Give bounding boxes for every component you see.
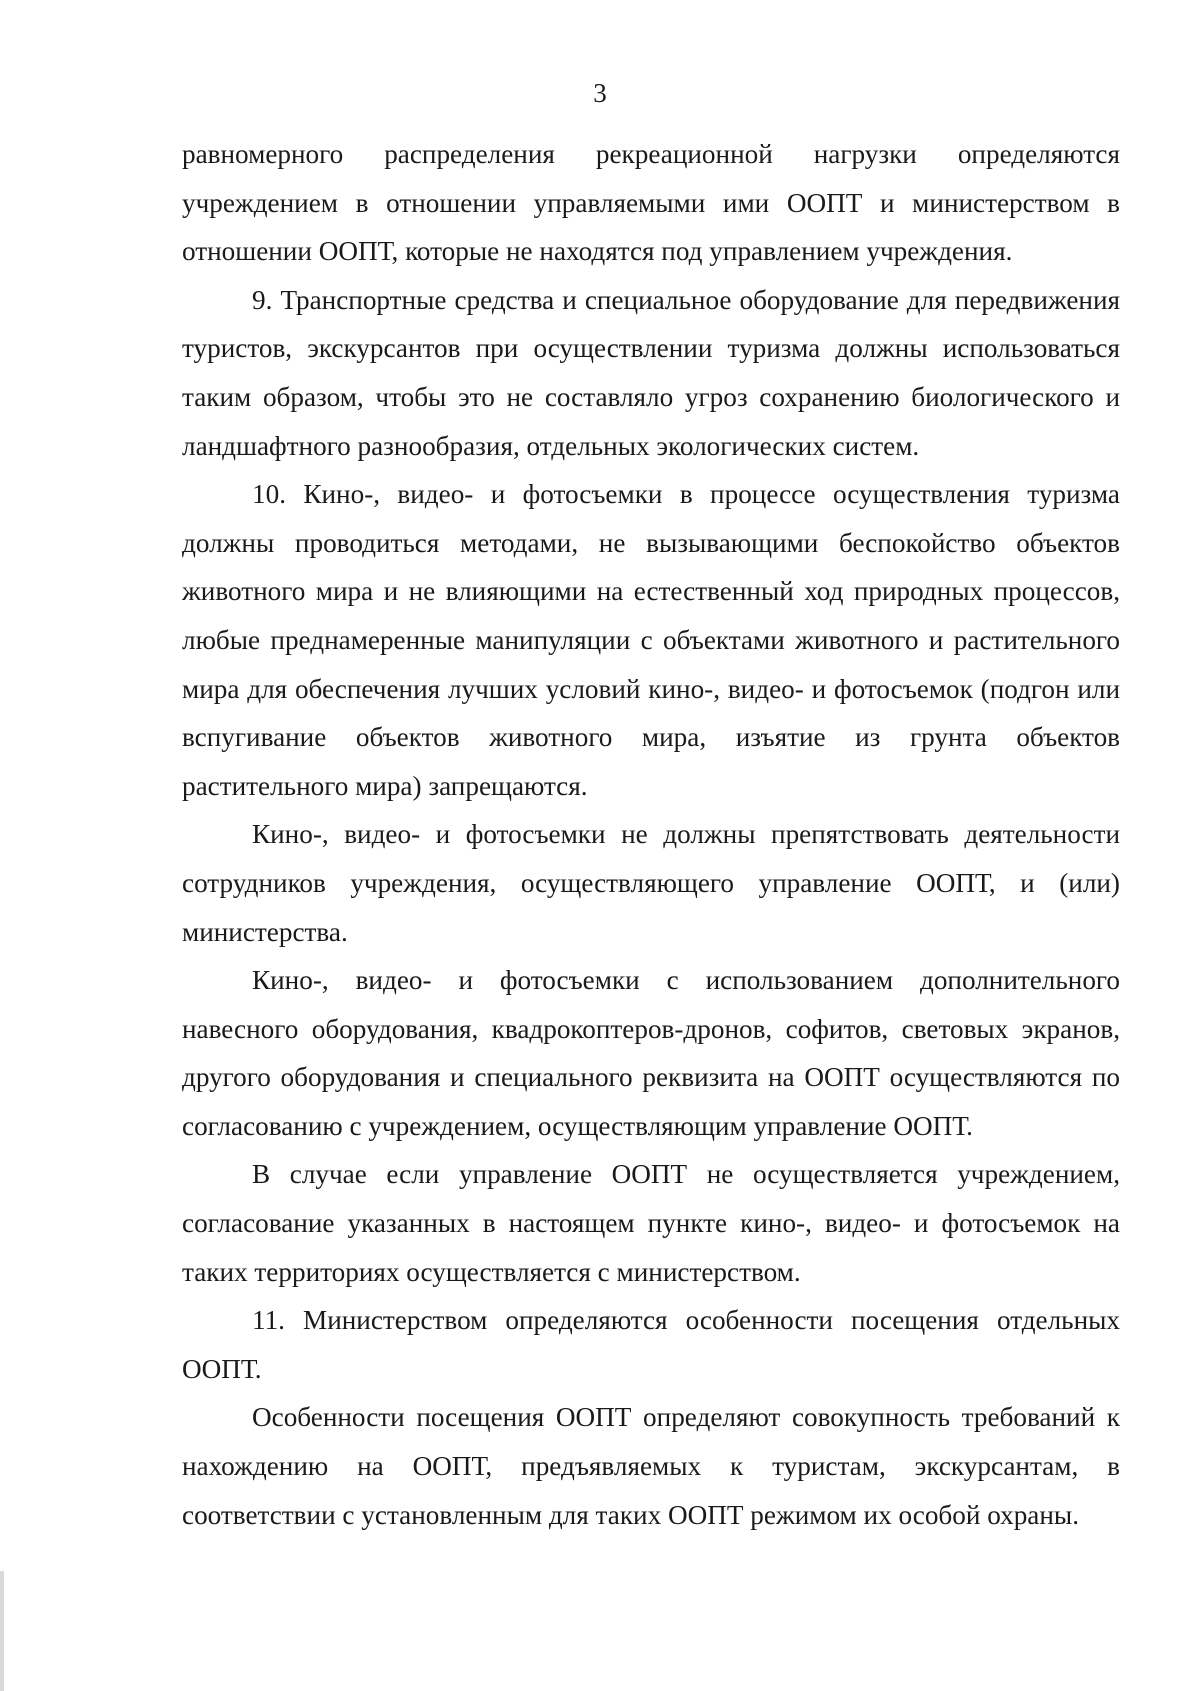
paragraph-item-9: 9. Транспортные средства и специальное оборудование для передвижения туристов, экскурсантов при осуществлении туризма должны использоваться таким образом, чтобы это не составляло угроз сохранению биологического и ландшафтного разнообразия, отдельных экологических систем. [182,284,1120,461]
paragraph-item-10-ministry-approval: В случае если управление ООПТ не осуществляется учреждением, согласование указанных в настоящем пункте кино-, видео- и фотосъемок на таких территориях осуществляется с министерством. [182,1159,1120,1287]
scan-edge-shadow [0,1571,4,1691]
paragraph-item-10: 10. Кино-, видео- и фотосъемки в процессе осуществления туризма должны проводиться методами, не вызывающими беспокойство объектов животного мира и не влияющими на естественный ход природных процессов, любые преднамеренные манипуляции с объектами животного и растительного мира для обеспечения лучших условий кино-, видео- и фотосъемок (подгон или вспугивание объектов животного мира, изъятие из грунта объектов растительного мира) запрещаются. [182,479,1120,801]
page-number: 3 [593,78,607,108]
paragraph-item-11: 11. Министерством определяются особенности посещения отдельных ООПТ. [182,1305,1120,1384]
document-body [182,130,1120,1539]
paragraph-item-10-filming-restriction: Кино-, видео- и фотосъемки не должны препятствовать деятельности сотрудников учреждения, осуществляющего управление ООПТ, и (или) министерства. [182,819,1120,947]
paragraph-item-11-visiting-features: Особенности посещения ООПТ определяют совокупность требований к нахождению на ООПТ, предъявляемых к туристам, экскурсантам, в соответствии с установленным для таких ООПТ режимом их особой охраны. [182,1402,1120,1530]
paragraph-item-10-equipment: Кино-, видео- и фотосъемки с использованием дополнительного навесного оборудования, квадрокоптеров-дронов, софитов, световых экранов, другого оборудования и специального реквизита на ООПТ осуществляются по согласованию с учреждением, осуществляющим управление ООПТ. [182,965,1120,1141]
paragraph-continuation: равномерного распределения рекреационной нагрузки определяются учреждением в отношении управляемыми ими ООПТ и министерством в отношении ООПТ, которые не находятся под управлением учреждения. [182,139,1120,267]
